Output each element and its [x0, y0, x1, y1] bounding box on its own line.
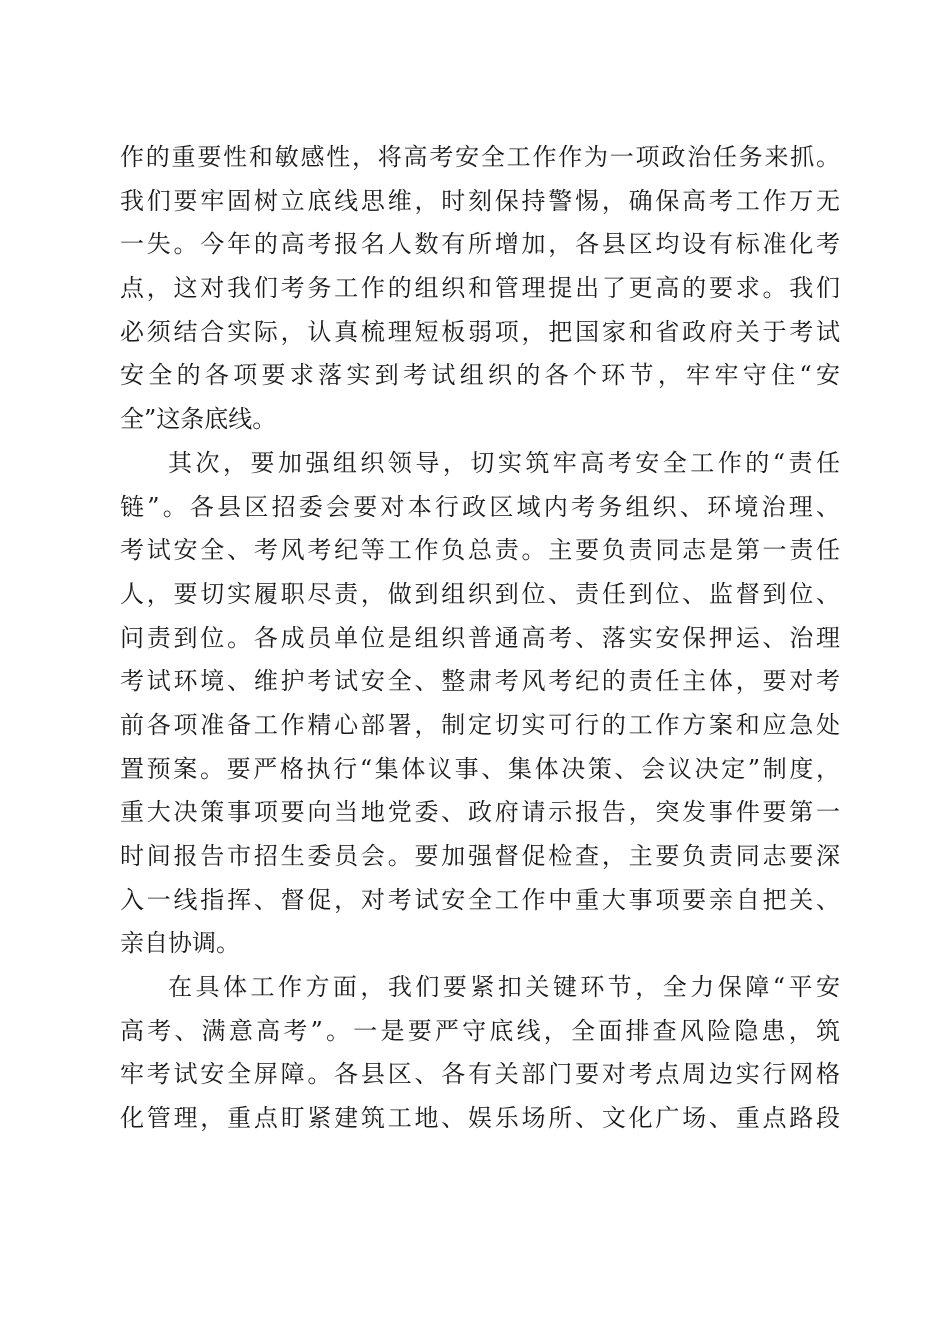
text-line: 考试安全、考风考纪等工作负总责。主要负责同志是第一责任 [120, 536, 840, 565]
text-line: 前各项准备工作精心部署，制定切实可行的工作方案和应急处 [120, 710, 840, 739]
text-line: 链”。各县区招委会要对本行政区域内考务组织、环境治理、 [120, 492, 840, 521]
text-line: 全”这条底线。 [120, 405, 277, 434]
text-line: 入一线指挥、督促，对考试安全工作中重大事项要亲自把关、 [120, 885, 840, 914]
text-line: 我们要牢固树立底线思维，时刻保持警惕，确保高考工作万无 [120, 186, 840, 215]
body-text [120, 136, 840, 1141]
text-line: 问责到位。各成员单位是组织普通高考、落实安保押运、治理 [120, 623, 840, 652]
text-line: 高考、满意高考”。一是要严守底线，全面排查风险隐患，筑 [120, 1016, 840, 1045]
text-line: 一失。今年的高考报名人数有所增加，各县区均设有标准化考 [120, 230, 840, 259]
text-line: 考试环境、维护考试安全、整肃考风考纪的责任主体，要对考 [120, 667, 840, 696]
text-line: 时间报告市招生委员会。要加强督促检查，主要负责同志要深 [120, 842, 840, 870]
text-line: 安全的各项要求落实到考试组织的各个环节，牢牢守住“安 [120, 361, 840, 390]
text-line: 牢考试安全屏障。各县区、各有关部门要对考点周边实行网格 [120, 1060, 840, 1089]
text-line: 作的重要性和敏感性，将高考安全工作作为一项政治任务来抓。 [120, 143, 840, 171]
text-line: 必须结合实际，认真梳理短板弱项，把国家和省政府关于考试 [120, 317, 840, 346]
paragraph-start-line: 在具体工作方面，我们要紧扣关键环节，全力保障“平安 [168, 973, 840, 1002]
text-line: 亲自协调。 [120, 929, 240, 958]
text-line: 人，要切实履职尽责，做到组织到位、责任到位、监督到位、 [120, 579, 840, 608]
text-line: 化管理，重点盯紧建筑工地、娱乐场所、文化广场、重点路段 [120, 1104, 840, 1133]
text-line: 点，这对我们考务工作的组织和管理提出了更高的要求。我们 [120, 274, 840, 303]
text-line: 置预案。要严格执行“集体议事、集体决策、会议决定”制度， [120, 754, 840, 783]
paragraph-start-line: 其次，要加强组织领导，切实筑牢高考安全工作的“责任 [168, 448, 840, 477]
text-line: 重大决策事项要向当地党委、政府请示报告，突发事件要第一 [120, 798, 840, 827]
